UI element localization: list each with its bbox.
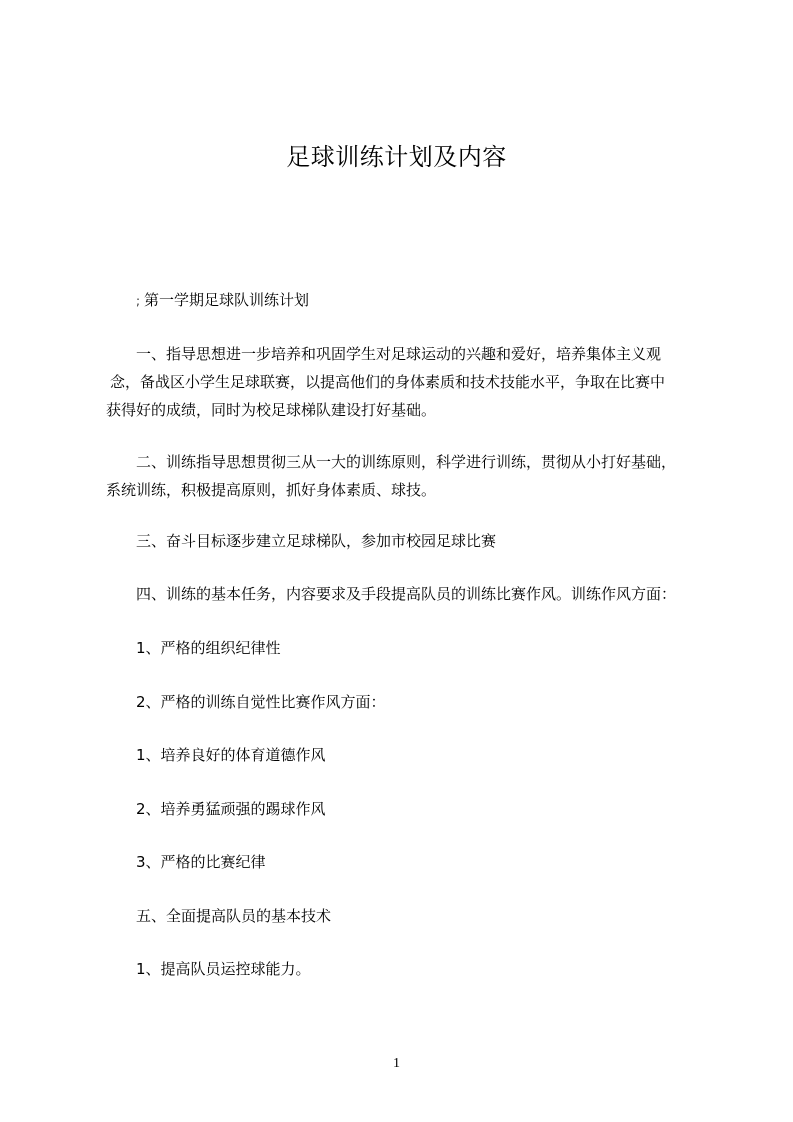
paragraph-2-line-1: 二、训练指导思想贯彻三从一大的训练原则，科学进行训练，贯彻从小打好基础， [136, 453, 677, 471]
paragraph-1 [106, 340, 710, 424]
paragraph-1-line-2: 念，备战区小学生足球联赛，以提高他们的身体素质和技术技能水平，争取在比赛中 [110, 373, 666, 391]
paragraph-9: 3、严格的比赛纪律 [136, 853, 266, 871]
paragraph-4: 四、训练的基本任务，内容要求及手段提高队员的训练比赛作风。训练作风方面： [136, 585, 677, 603]
paragraph-11: 1、提高队员运控球能力。 [136, 960, 311, 978]
paragraph-6: 2、严格的训练自觉性比赛作风方面： [136, 693, 386, 711]
section-mark: ; [136, 294, 141, 308]
document-title: 足球训练计划及内容 [286, 143, 507, 171]
paragraph-2-line-2: 系统训练，积极提高原则，抓好身体素质、球技。 [106, 481, 437, 499]
paragraph-5: 1、严格的组织纪律性 [136, 639, 281, 657]
paragraph-1-line-3: 获得好的成绩，同时为校足球梯队建设打好基础。 [106, 401, 437, 419]
paragraph-3: 三、奋斗目标逐步建立足球梯队，参加市校园足球比赛 [136, 532, 497, 550]
paragraph-10: 五、全面提高队员的基本技术 [136, 907, 332, 925]
paragraph-1-line-1: 一、指导思想进一步培养和巩固学生对足球运动的兴趣和爱好，培养集体主义观 [136, 345, 662, 363]
page-number: 1 [393, 1056, 400, 1071]
paragraph-2 [106, 448, 710, 504]
section-heading-text: 第一学期足球队训练计划 [144, 291, 310, 309]
section-heading [136, 286, 740, 315]
paragraph-8: 2、培养勇猛顽强的踢球作风 [136, 800, 326, 818]
paragraph-7: 1、培养良好的体育道德作风 [136, 746, 326, 764]
